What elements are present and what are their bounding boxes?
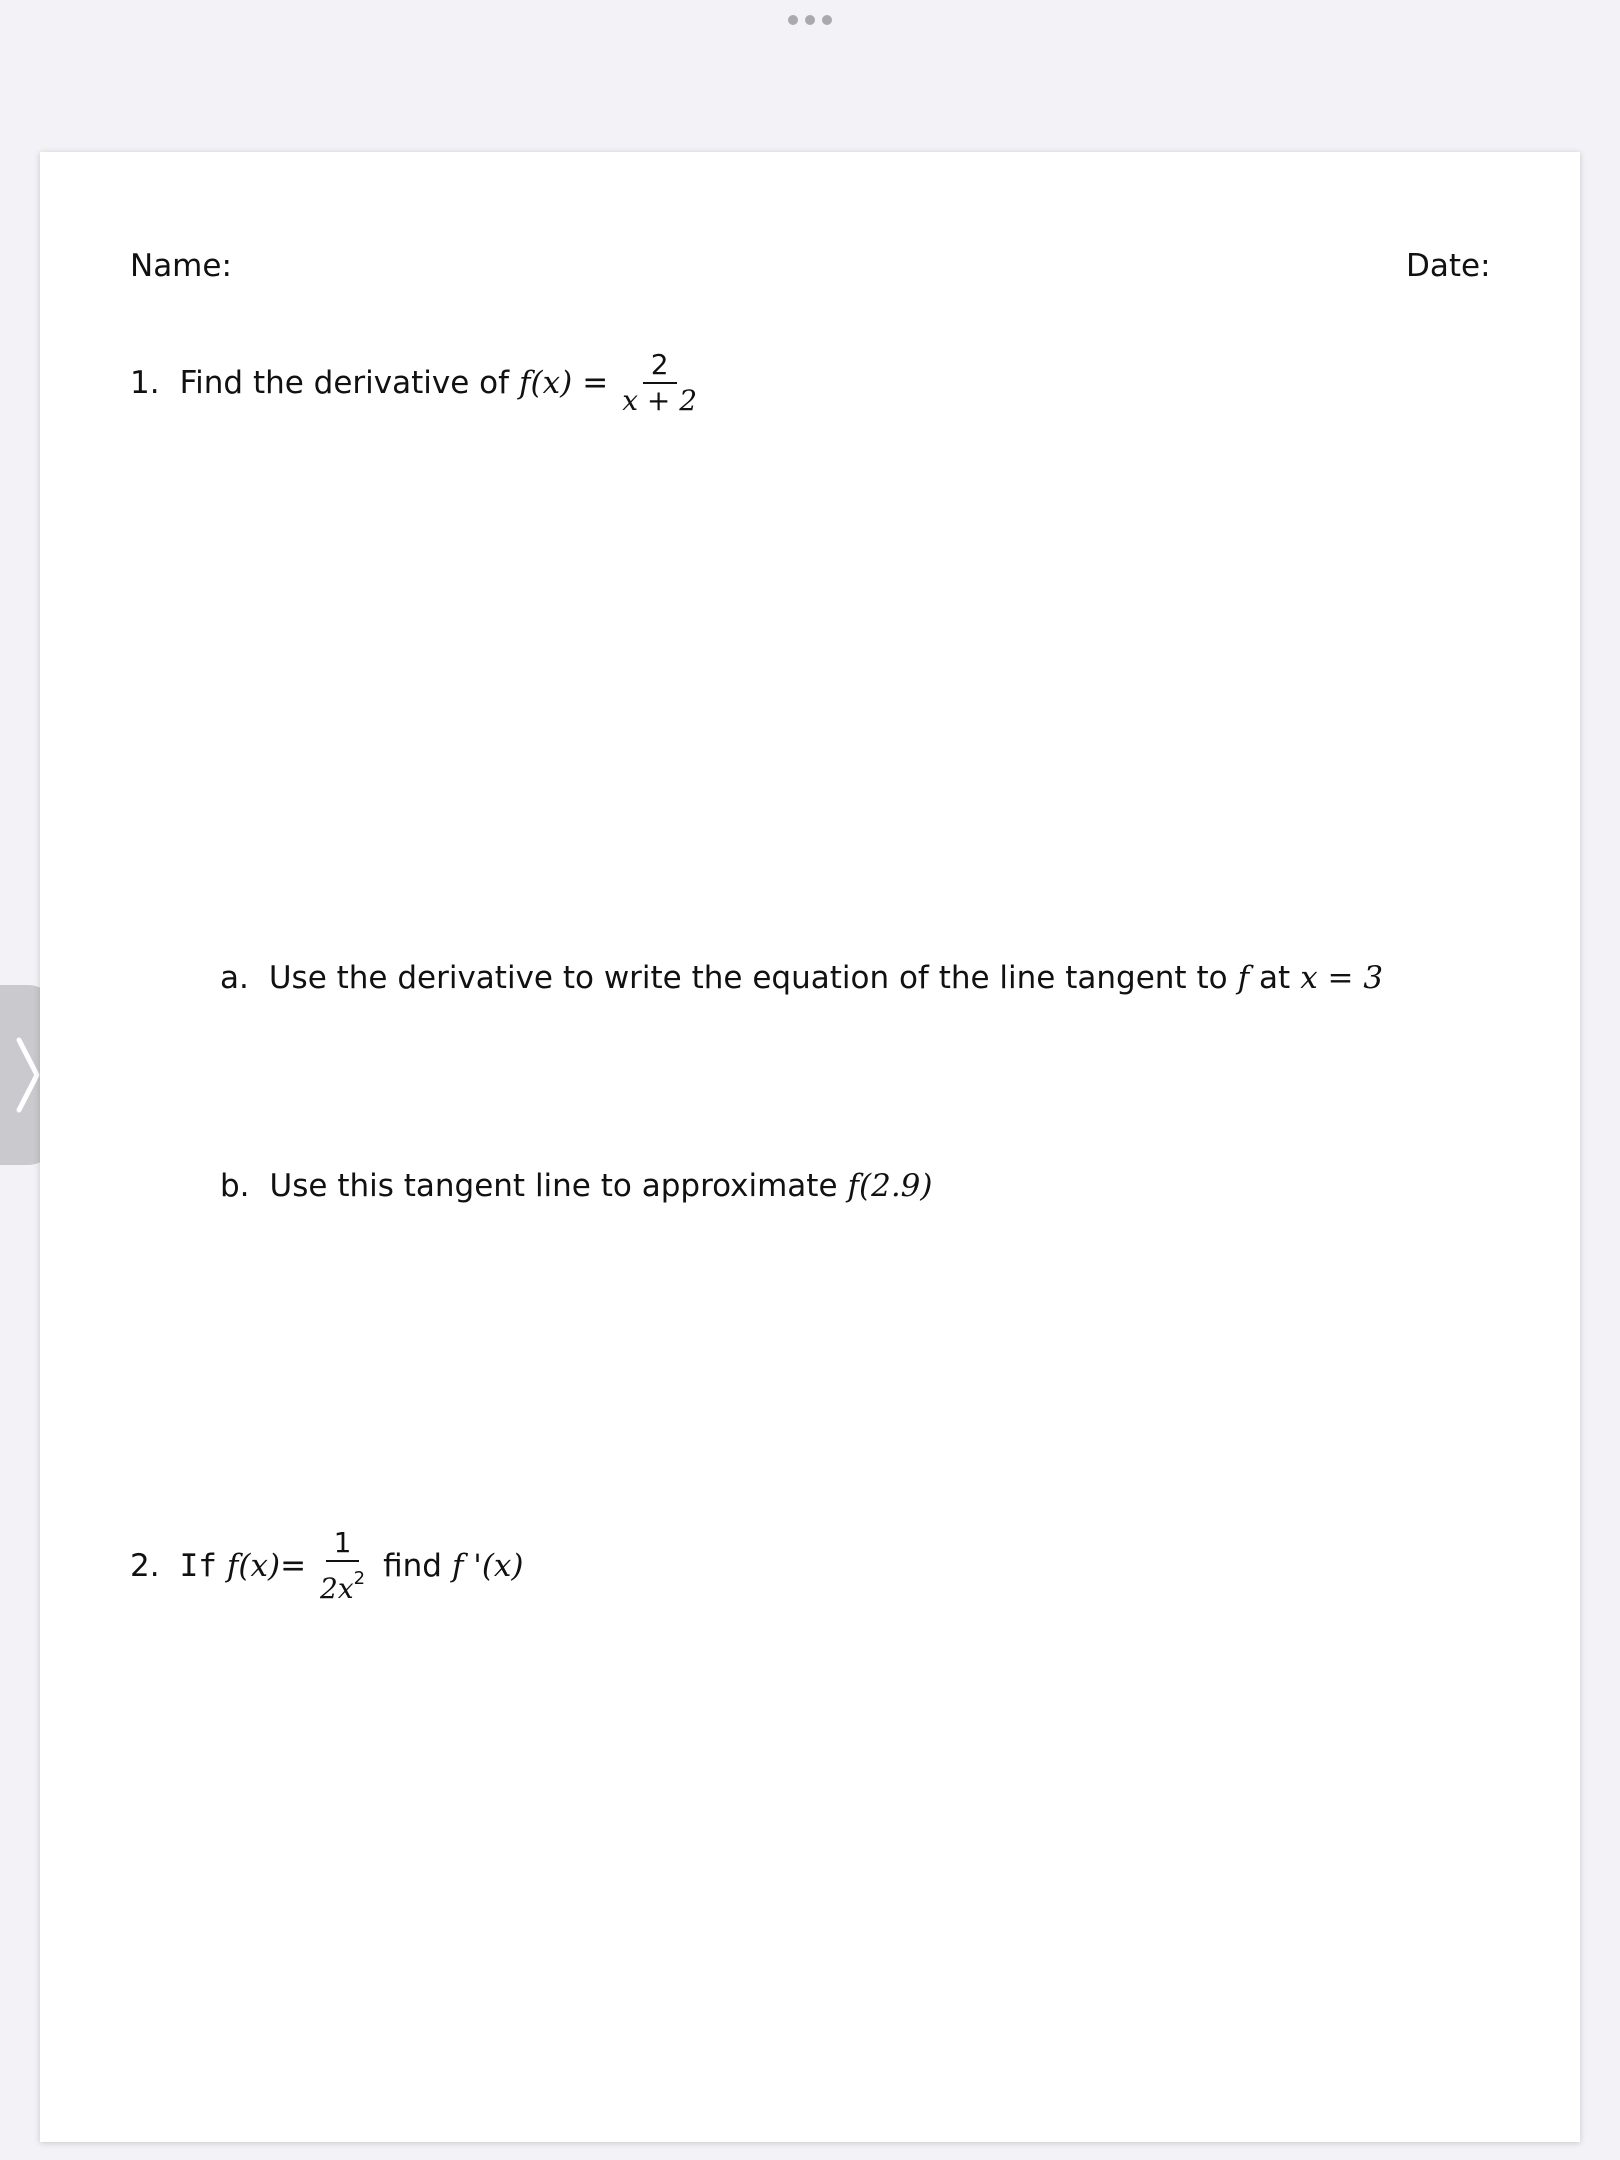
question-2-fraction — [312, 1526, 373, 1606]
part-a-at: at — [1259, 960, 1291, 996]
part-a-condition: x = 3 — [1300, 960, 1384, 996]
part-a-f: f — [1237, 960, 1250, 996]
part-a-label: a. — [220, 960, 249, 996]
question-1-denominator: x + 2 — [622, 384, 698, 417]
question-1-part-b — [220, 1166, 933, 1206]
part-a-text: Use the derivative to write the equation of the line tangent to — [268, 960, 1228, 996]
question-2-numerator: 1 — [326, 1526, 360, 1562]
question-2-target: f '(x) — [451, 1548, 524, 1584]
question-2-find: find — [383, 1548, 442, 1584]
date-label: Date: — [1406, 248, 1491, 284]
question-2-equals: = — [280, 1548, 307, 1584]
question-2-number: 2. — [130, 1548, 160, 1584]
part-b-label: b. — [220, 1168, 250, 1204]
dot — [788, 15, 798, 25]
question-1-numerator: 2 — [643, 348, 677, 384]
chevron-right-icon — [15, 1036, 41, 1114]
part-b-target: f(2.9) — [847, 1168, 933, 1204]
question-1-prompt: Find the derivative of — [179, 365, 510, 401]
question-1 — [130, 348, 705, 418]
part-b-text: Use this tangent line to approximate — [269, 1168, 838, 1204]
question-1-number: 1. — [130, 365, 160, 401]
question-1-fraction — [614, 348, 705, 418]
question-2-denominator-base: 2x — [320, 1572, 354, 1605]
question-1-part-a — [220, 958, 1383, 998]
question-2-denominator-exponent: 2 — [353, 1568, 366, 1589]
question-1-function: f(x) — [519, 365, 573, 401]
dot — [805, 15, 815, 25]
dot — [822, 15, 832, 25]
more-dots-icon[interactable] — [788, 14, 832, 26]
document-page — [40, 152, 1580, 2142]
question-1-equals: = — [582, 365, 609, 401]
question-2 — [130, 1526, 524, 1606]
question-2-function: f(x) — [226, 1548, 281, 1584]
name-label: Name: — [130, 248, 232, 284]
question-2-if: If — [179, 1548, 217, 1584]
question-2-denominator — [312, 1562, 373, 1606]
